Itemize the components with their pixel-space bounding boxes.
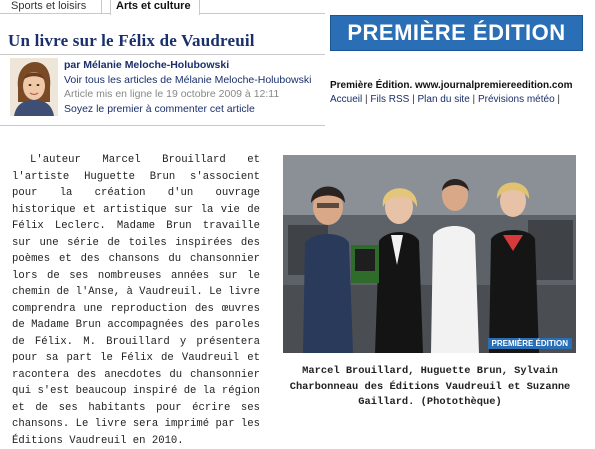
site-logo[interactable] <box>330 15 583 51</box>
nav-link-meteo[interactable]: Prévisions météo <box>477 94 555 105</box>
publication-date: Article mis en ligne le 19 octobre 2009 à 12:11 <box>64 88 280 100</box>
article-title: Un livre sur le Félix de Vaudreuil <box>8 31 255 50</box>
comment-link[interactable]: Soyez le premier à commenter cet article <box>64 102 255 115</box>
tab-sports-loisirs[interactable]: Sports et loisirs <box>6 0 102 14</box>
nav-link-rss[interactable]: Fils RSS <box>370 94 410 105</box>
article-body: L'auteur Marcel Brouillard et l'artiste Huguette Brun s'associent pour la création d'un ouvrage historique et artistique sur la vie de Félix Leclerc. Madame Brun travaille sur une série de toiles inspirées des poèmes et des chansons du chansonnier lors de ses nombreuses années sur le chemin de l'Anse, à Vaudreuil. Le livre comprendra une reproduction des œuvres de Madame Brun accompagnées des paroles de Félix. M. Brouillard y présentera pour sa part le Félix de Vaudreuil et racontera des anecdotes du chansonnier qui s'est beaucoup inspiré de la région et de ses habitants pour écrire ses chansons. Le livre sera imprimé par les Éditions Vaudreuil en 2010. <box>12 154 260 447</box>
photo-watermark-badge: PREMIÈRE ÉDITION <box>488 338 572 349</box>
title-divider <box>0 54 325 55</box>
author-articles-link[interactable]: Voir tous les articles de Mélanie Meloche-Holubowski <box>64 73 312 86</box>
nav-link-accueil[interactable]: Accueil <box>330 94 363 105</box>
byline-divider <box>0 125 325 126</box>
tab-arts-culture[interactable]: Arts et culture <box>110 0 200 15</box>
section-tabs <box>0 0 325 14</box>
article-byline <box>64 58 326 116</box>
nav-link-plan-du-site[interactable]: Plan du site <box>417 94 470 105</box>
photo-caption: Marcel Brouillard, Huguette Brun, Sylvain Charbonneau des Éditions Vaudreuil et Suzanne Gaillard. (Photothèque) <box>289 365 571 408</box>
site-logo-text: PREMIÈRE ÉDITION <box>347 20 566 45</box>
author-name: par Mélanie Meloche-Holubowski <box>64 59 230 71</box>
article-photo <box>283 155 576 353</box>
site-tagline: Première Édition. www.journalpremiereedition.com <box>330 80 573 91</box>
site-nav-links: Accueil | Fils RSS | Plan du site | Prévisions météo | <box>330 94 561 105</box>
author-avatar <box>10 58 58 116</box>
